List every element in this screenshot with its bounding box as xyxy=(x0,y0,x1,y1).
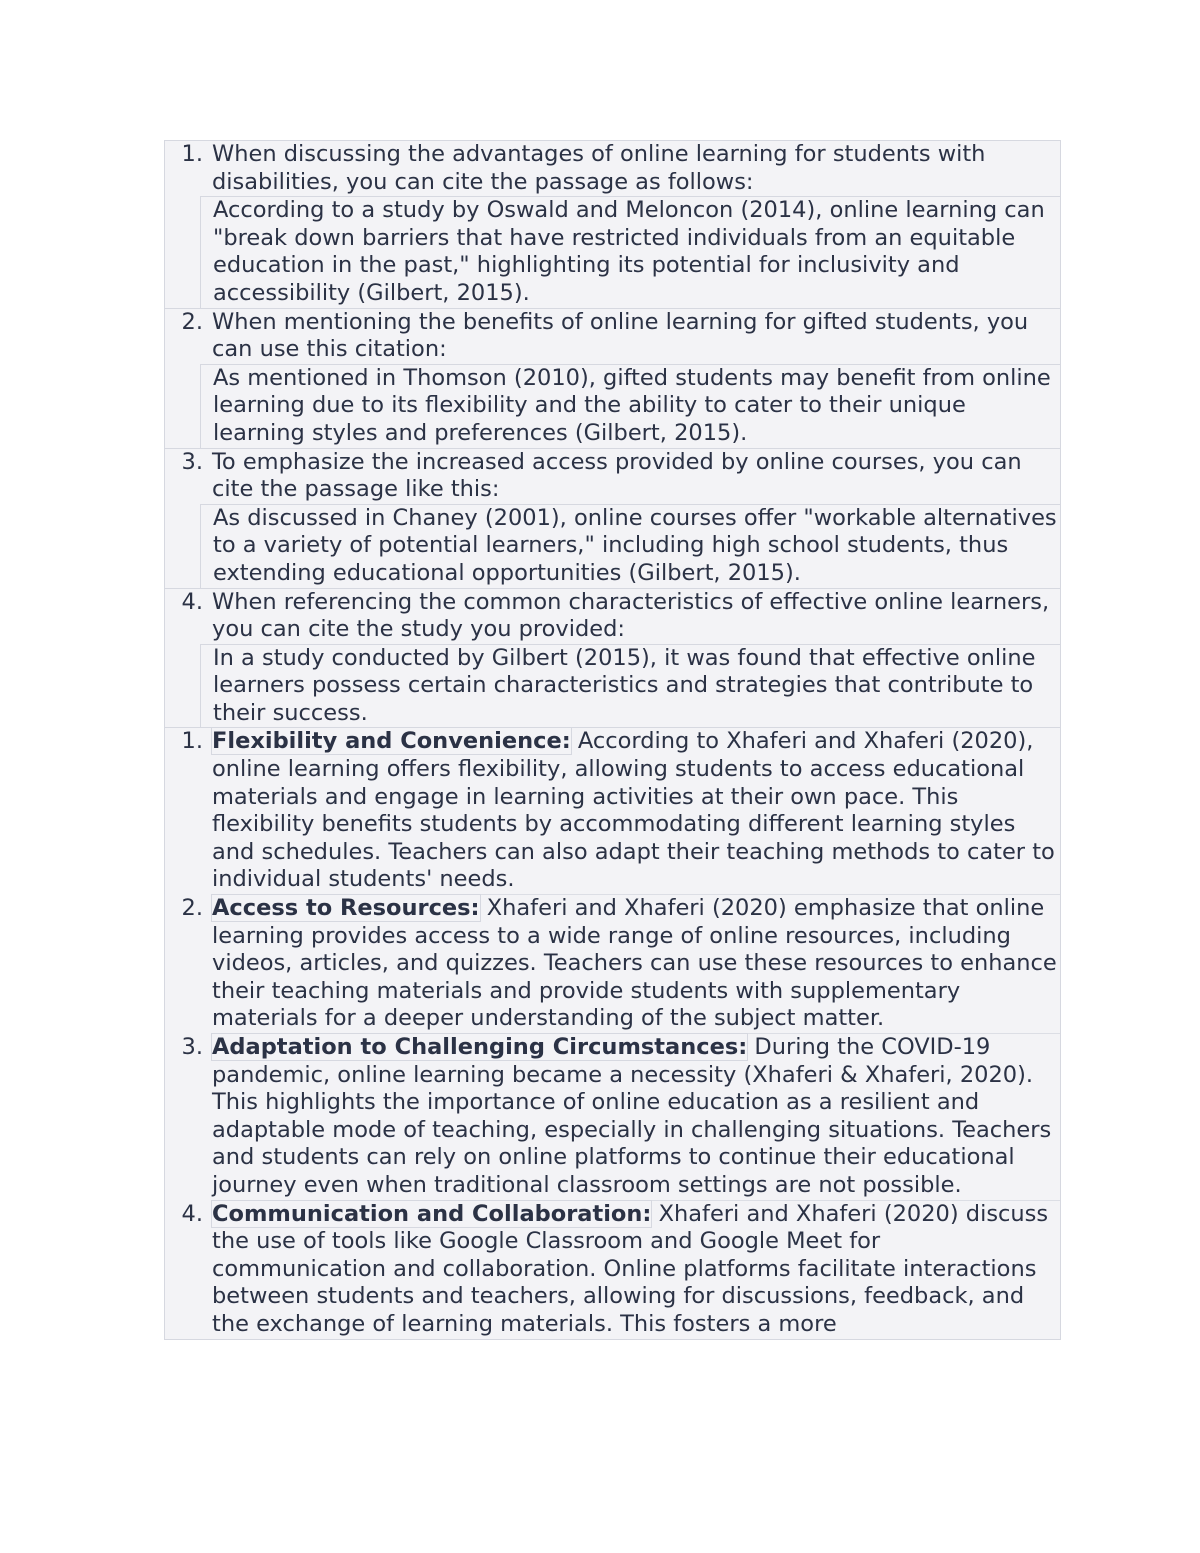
citation-block xyxy=(165,448,1060,588)
list-item-text xyxy=(212,1201,1060,1339)
list-item-text xyxy=(212,895,1060,1034)
item-body: According to Xhaferi and Xhaferi (2020), online learning offers flexibility, allowing students to access educational materials and engage in learning activities at their own pace. This flexibility benefits students by accommodating different learning styles and schedules. Teachers can also adapt their teaching methods to cater to individual students' needs. xyxy=(212,728,1055,893)
list-number: 1. xyxy=(181,728,203,755)
list-number: 2. xyxy=(181,895,203,922)
citation-intro-text: When discussing the advantages of online learning for students with disabilities, you can cite the passage as follows: xyxy=(212,141,986,195)
list-number: 3. xyxy=(181,448,203,475)
citation-quote: According to a study by Oswald and Meloncon (2014), online learning can "break down barriers that have restricted individuals from an equitable education in the past," highlighting its potential for inclusivity and accessibility (Gilbert, 2015). xyxy=(200,196,1060,307)
citation-intro xyxy=(165,309,1060,364)
citation-block xyxy=(165,308,1060,448)
list-number: 1. xyxy=(181,141,203,167)
citation-intro-text: When referencing the common characteristics of effective online learners, you can cite the study you provided: xyxy=(212,588,1050,643)
list-number: 3. xyxy=(181,1034,203,1060)
list-item xyxy=(165,728,1060,895)
citation-block xyxy=(165,588,1060,728)
list-number: 2. xyxy=(181,308,203,335)
citation-intro xyxy=(165,449,1060,504)
citation-quote: As discussed in Chaney (2001), online courses offer "workable alternatives to a variety of potential learners," including high school students, thus extending educational opportunities (Gilbert, 2015). xyxy=(200,504,1060,588)
citation-quote: As mentioned in Thomson (2010), gifted students may benefit from online learning due to its flexibility and the ability to cater to their unique learning styles and preferences (Gilbert, 2015). xyxy=(200,364,1060,448)
citation-quote: In a study conducted by Gilbert (2015), it was found that effective online learners possess certain characteristics and strategies that contribute to their success. xyxy=(200,644,1060,728)
item-heading: Adaptation to Challenging Circumstances: xyxy=(212,1034,748,1060)
list-item xyxy=(165,1201,1060,1339)
item-heading: Access to Resources: xyxy=(212,895,480,922)
citation-intro xyxy=(165,141,1060,196)
citation-intro-text: When mentioning the benefits of online learning for gifted students, you can use this citation: xyxy=(212,308,1029,363)
citation-block xyxy=(165,141,1060,308)
list-item xyxy=(165,1034,1060,1201)
document-body xyxy=(165,141,1060,1339)
item-body: Xhaferi and Xhaferi (2020) emphasize that online learning provides access to a wide range of online resources, including videos, articles, and quizzes. Teachers can use these resources to enhance their teaching materials and provide students with supplementary materials for a deeper understanding of the subject matter. xyxy=(212,895,1057,1032)
item-body: Xhaferi and Xhaferi (2020) discuss the use of tools like Google Classroom and Google Meet for communication and collaboration. Online platforms facilitate interactions between students and teachers, allowing for discussions, feedback, and the exchange of learning materials. This fosters a more xyxy=(212,1200,1049,1337)
item-heading: Communication and Collaboration: xyxy=(212,1200,652,1227)
citation-intro xyxy=(165,589,1060,644)
list-item-text xyxy=(212,1034,1060,1201)
list-item-text xyxy=(212,728,1060,895)
item-body: During the COVID-19 pandemic, online learning became a necessity (Xhaferi & Xhaferi, 2020). This highlights the importance of online education as a resilient and adaptable mode of teaching, especially in challenging situations. Teachers and students can rely on online platforms to continue their educational journey even when traditional classroom settings are not possible. xyxy=(212,1034,1052,1198)
list-number: 4. xyxy=(181,588,203,615)
citation-intro-text: To emphasize the increased access provided by online courses, you can cite the passage like this: xyxy=(212,448,1022,503)
benefits-list xyxy=(165,727,1060,1338)
item-heading: Flexibility and Convenience: xyxy=(212,728,571,755)
list-item xyxy=(165,895,1060,1034)
list-number: 4. xyxy=(181,1200,203,1227)
